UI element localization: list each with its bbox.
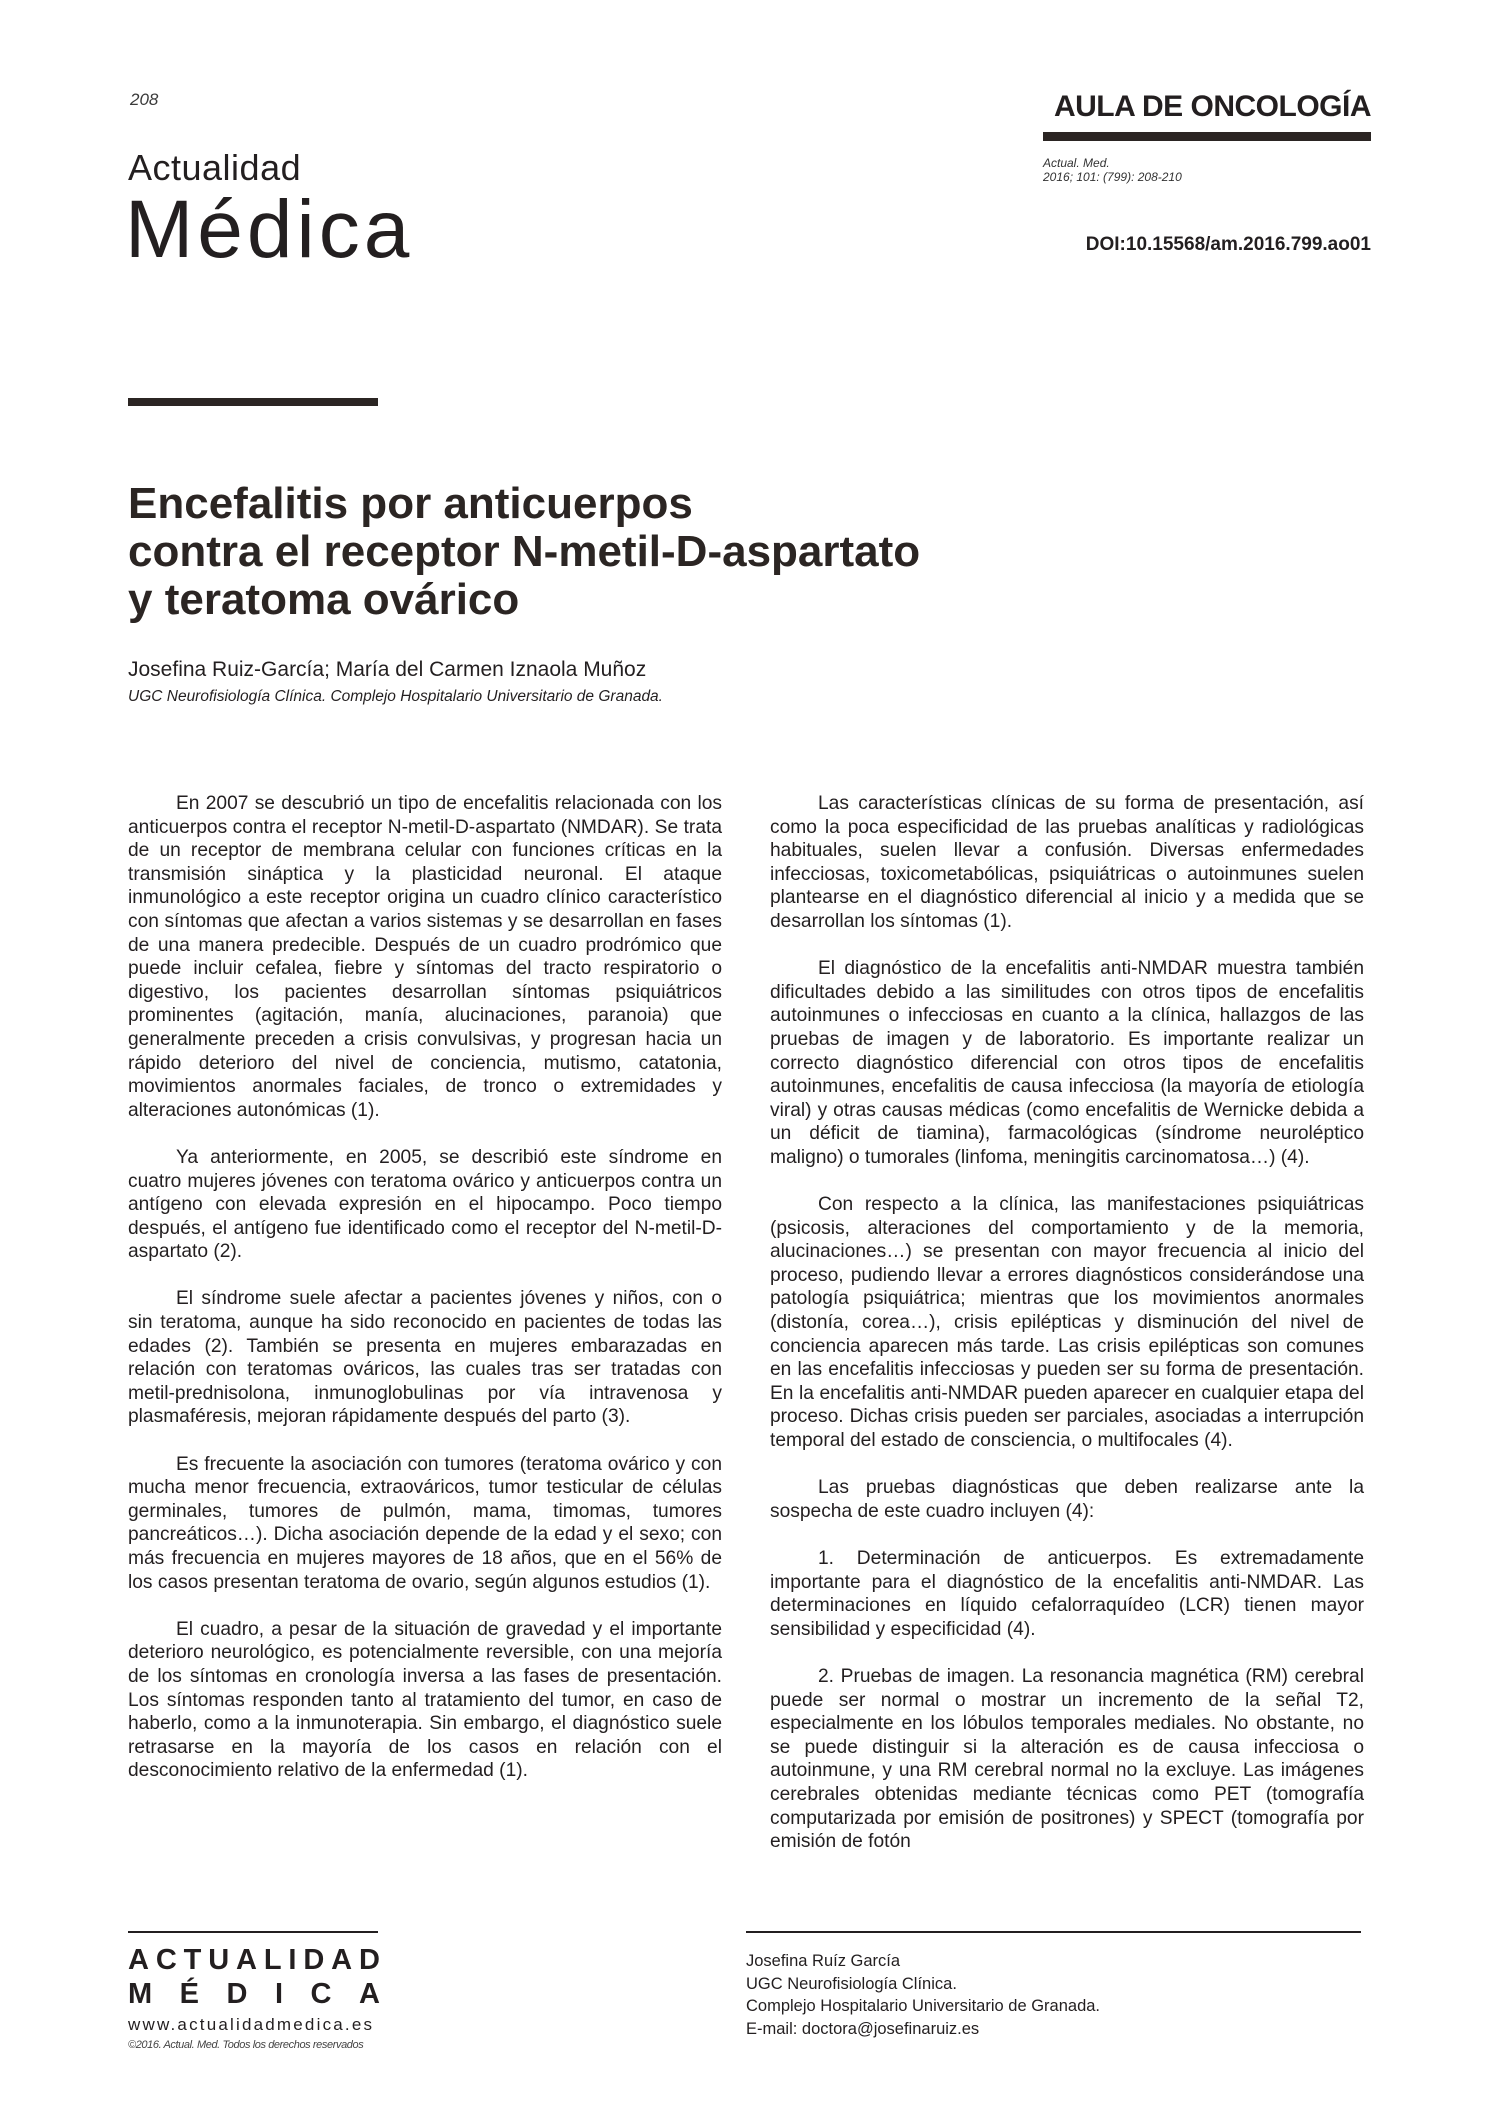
citation-line1: Actual. Med. — [1043, 156, 1110, 170]
paragraph: 2. Pruebas de imagen. La resonancia magnética (RM) cerebral puede ser normal o mostrar un incremento de la señal T2, especialmente en los lóbulos temporales mediales. No obstante, no se puede distinguir si la alteración es de causa infecciosa o autoinmune, y una RM cerebral normal no la excluye. Las imágenes cerebrales obtenidas mediante técnicas como PET (tomografía computarizada por emisión de positrones) y SPECT (tomografía por emisión de fotón — [770, 1665, 1364, 1853]
section-divider — [1043, 132, 1371, 141]
title-divider — [128, 398, 378, 406]
footer-logo — [128, 1943, 380, 2051]
paragraph: El diagnóstico de la encefalitis anti-NMDAR muestra también dificultades debido a las similitudes con otros tipos de encefalitis autoinmunes o infecciosas en cuanto a la clínica, hallazgos de las pruebas de imagen y de laboratorio. Es importante realizar un correcto diagnóstico diferencial con otros tipos de encefalitis autoinmunes, encefalitis de causa infecciosa (la mayoría de etiología viral) y otras causas médicas (como encefalitis de Wernicke debida a un déficit de tiamina), farmacológicas (síndrome neuroléptico maligno) o tumorales (linfoma, meningitis carcinomatosa…) (4). — [770, 958, 1364, 1168]
citation-line2: 2016; 101: (799): 208-210 — [1043, 170, 1182, 184]
logo-letter: M — [128, 1978, 153, 2010]
paragraph: Es frecuente la asociación con tumores (teratoma ovárico y con mucha menor frecuencia, extraováricos, tumor testicular de células germinales, tumores de pulmón, mama, timomas, tumores pancreáticos…). Dicha asociación depende de la edad y el sexo; con más frecuencia en mujeres mayores de 18 años, que en el 56% de los casos presentan teratoma de ovario, según algunos estudios (1). — [128, 1453, 722, 1593]
journal-logo — [125, 147, 414, 275]
doi[interactable]: DOI:10.15568/am.2016.799.ao01 — [1085, 234, 1371, 255]
logo-letter: L — [263, 1944, 282, 1976]
paragraph: El síndrome suele afectar a pacientes jóvenes y niños, con o sin teratoma, aunque ha sido reconocido en pacientes de todas las edades (2). También se presenta en mujeres embarazadas en relación con teratomas ováricos, las cuales tras ser tratadas con metil-prednisolona, inmunoglobulinas por vía intravenosa y plasmaféresis, mejoran rápidamente después del parto (3). — [128, 1288, 722, 1428]
logo-letter: D — [358, 1944, 380, 1976]
paragraph: Con respecto a la clínica, las manifestaciones psiquiátricas (psicosis, alteraciones del comportamiento y de la memoria, alucinaciones…) se presentan con mayor frecuencia al inicio del proceso, pudiendo llevar a errores diagnósticos considerándose una patología psiquiátrica; mientras que los movimientos anormales (distonía, corea…), crisis epilépticas y disminución del nivel de conciencia aparecen más tarde. Las crisis epilépticas son comunes en las encefalitis infecciosas y pueden ser su forma de presentación. En la encefalitis anti-NMDAR pueden aparecer en cualquier etapa del proceso. Dichas crisis pueden ser parciales, asociadas a interrupción temporal del estado de consciencia, o multifocales (4). — [770, 1194, 1364, 1452]
page-number: 208 — [130, 90, 159, 109]
logo-letter: É — [179, 1978, 200, 2010]
paragraph: Las pruebas diagnósticas que deben realizarse ante la sospecha de este cuadro incluyen (4): — [770, 1477, 1364, 1522]
paragraph: 1. Determinación de anticuerpos. Es extremadamente importante para el diagnóstico de la encefalitis anti-NMDAR. Las determinaciones en líquido cefalorraquídeo (LCR) tienen mayor sensibilidad y especificidad (4). — [770, 1548, 1364, 1640]
copyright: ©2016. Actual. Med. Todos los derechos reservados — [128, 2039, 364, 2051]
logo-letter: I — [288, 1944, 297, 1976]
logo-letter: A — [331, 1944, 353, 1976]
citation — [1043, 156, 1182, 184]
logo-letter: A — [128, 1944, 149, 1976]
paragraph: El cuadro, a pesar de la situación de gravedad y el importante deterioro neurológico, es potencialmente reversible, con una mejoría de los síntomas en cronología inversa a las fases de presentación. Los síntomas responden tanto al tratamiento del tumor, en caso de haberlo, como a la inmunoterapia. Sin embargo, el diagnóstico suele retrasarse en la mayoría de los casos en relación con el desconocimiento relativo de la enfermedad (1). — [128, 1618, 722, 1782]
logo-letter: D — [226, 1978, 248, 2010]
website-link[interactable]: www.actualidadmedica.es — [128, 2015, 375, 2034]
logo-letter: A — [358, 1978, 380, 2010]
left-column — [128, 792, 722, 1807]
section-heading: AULA DE ONCOLOGÍA — [1053, 90, 1371, 123]
right-column — [770, 792, 1364, 1877]
title-line: contra el receptor N-metil-D-aspartato — [128, 527, 921, 576]
logo-letter: I — [274, 1978, 284, 2010]
logo-letter: D — [303, 1944, 325, 1976]
paragraph: En 2007 se descubrió un tipo de encefalitis relacionada con los anticuerpos contra el receptor N-metil-D-aspartato (NMDAR). Se trata de un receptor de membrana celular con funciones críticas en la transmisión sináptica y la plasticidad neuronal. El ataque inmunológico a este receptor origina un cuadro clínico característico con síntomas que afectan a varios sistemas y se desarrollan en fases de una manera predecible. Después de un cuadro prodrómico que puede incluir cefalea, fiebre y síntomas del tracto respiratorio o digestivo, los pacientes desarrollan síntomas psiquiátricos prominentes (agitación, manía, alucinaciones, paranoia) que generalmente preceden a crisis convulsivas, y progresan hacia un rápido deterioro del nivel de conciencia, mutismo, catatonia, movimientos anormales faciales, de tronco o extremidades y alteraciones autonómicas (1). — [128, 793, 722, 1121]
article-title — [128, 480, 1128, 624]
title-line: y teratoma ovárico — [128, 575, 520, 624]
author-contact — [746, 1950, 1100, 2040]
paragraph: Las características clínicas de su forma de presentación, así como la poca especificidad de las pruebas analíticas y radiológicas habituales, suelen llevar a confusión. Diversas enfermedades infecciosas, toxicometabólicas, psiquiátricas o autoinmunes suelen plantearse en el diagnóstico diferencial al inicio y a medida que se desarrollan los síntomas (1). — [770, 793, 1364, 932]
footer-logo-line2 — [128, 1977, 380, 2011]
contact-name: Josefina Ruíz García — [746, 1952, 901, 1970]
logo-letter: C — [155, 1944, 177, 1976]
title-line: Encefalitis por anticuerpos — [128, 479, 693, 528]
journal-logo-line2: Médica — [125, 184, 414, 275]
contact-department: UGC Neurofisiología Clínica. — [746, 1974, 957, 1993]
paragraph: Ya anteriormente, en 2005, se describió este síndrome en cuatro mujeres jóvenes con teratoma ovárico y anticuerpos contra un antígeno con elevada expresión en el hipocampo. Poco tiempo después, el antígeno fue identificado como el receptor del N-metil-D-aspartato (2). — [128, 1146, 722, 1263]
affiliation: UGC Neurofisiología Clínica. Complejo Hospitalario Universitario de Granada. — [128, 688, 663, 705]
logo-letter: T — [183, 1944, 202, 1976]
footer-divider-left — [128, 1931, 378, 1933]
logo-letter: C — [310, 1978, 332, 2010]
contact-email[interactable]: E-mail: doctora@josefinaruiz.es — [746, 2019, 980, 2038]
logo-letter: U — [208, 1944, 230, 1976]
contact-hospital: Complejo Hospitalario Universitario de Granada. — [746, 1997, 1101, 2015]
footer-logo-line1 — [128, 1943, 380, 1977]
journal-logo-line1: Actualidad — [128, 147, 302, 188]
footer-divider-right — [746, 1931, 1361, 1933]
logo-letter: A — [236, 1944, 257, 1976]
authors: Josefina Ruiz-García; María del Carmen Iznaola Muñoz — [128, 658, 647, 681]
